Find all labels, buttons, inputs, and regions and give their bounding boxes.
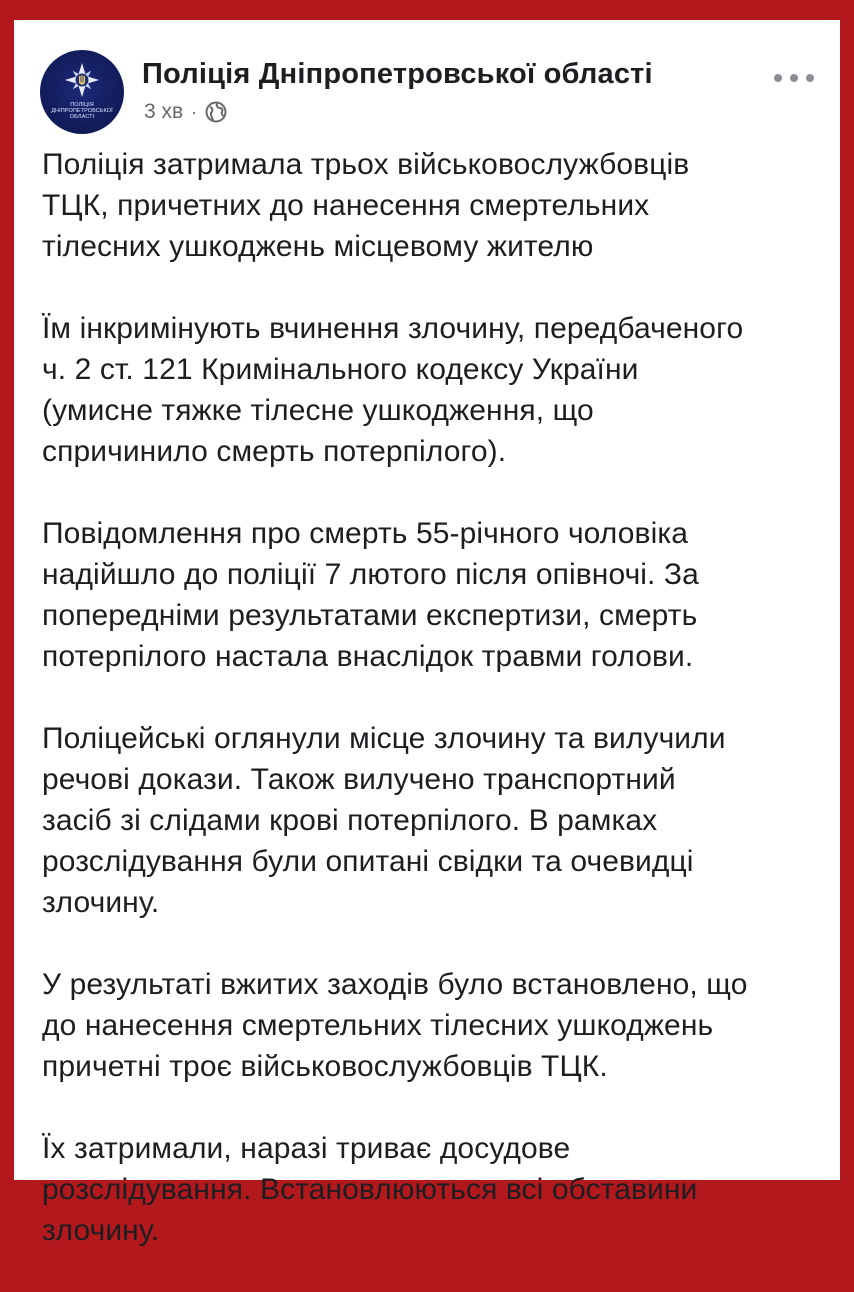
post-timestamp[interactable]: 3 хв [144, 100, 184, 123]
more-dot [774, 74, 782, 82]
post-text-line: ч. 2 ст. 121 Кримінального кодексу України [42, 353, 639, 386]
post-paragraph [42, 513, 820, 677]
post-text-line: тілесних ушкоджень місцевому жителю [42, 230, 594, 263]
post-header [40, 50, 820, 130]
avatar-caption: ПОЛІЦІЯ ДНІПРОПЕТРОВСЬКОЇ ОБЛАСТІ [51, 102, 113, 120]
page-name[interactable]: Поліція Дніпропетровської області [142, 58, 653, 90]
more-dot [806, 74, 814, 82]
post-card [14, 20, 840, 1247]
post-text-line: розслідування були опитані свідки та очевидці [42, 845, 694, 878]
post-text-line: засіб зі слідами крові потерпілого. В рамках [42, 804, 658, 837]
globe-icon[interactable] [205, 101, 227, 123]
post-paragraph [42, 718, 820, 923]
post-text-line: злочину. [42, 1214, 160, 1247]
police-emblem-icon [40, 50, 124, 134]
post-text-line: У результаті вжитих заходів було встановлено, що [42, 968, 748, 1001]
post-body [42, 144, 820, 1292]
post-paragraph [42, 964, 820, 1087]
post-text-line: попередніми результатами експертизи, смерть [42, 599, 698, 632]
post-text-line: Їх затримали, наразі триває досудове [42, 1132, 571, 1165]
post-text-line: (умисне тяжке тілесне ушкодження, що [42, 394, 594, 427]
post-text-line: злочину. [42, 886, 160, 919]
post-text-line: Поліція затримала трьох військовослужбовців [42, 148, 690, 181]
post-text-line: Поліцейські оглянули місце злочину та вилучили [42, 722, 726, 755]
post-text-line: Їм інкримінують вчинення злочину, передбаченого [42, 312, 744, 345]
post-text-line: речові докази. Також вилучено транспортний [42, 763, 676, 796]
post-text-line: Повідомлення про смерть 55-річного чоловіка [42, 517, 689, 550]
post-text-line: причетні троє військовослужбовців ТЦК. [42, 1050, 608, 1083]
post-text-line: до нанесення смертельних тілесних ушкоджень [42, 1009, 714, 1042]
post-paragraph [42, 308, 820, 472]
post-text-line: розслідування. Встановлюються всі обставини [42, 1173, 698, 1206]
page-avatar[interactable] [40, 50, 124, 134]
post-meta [144, 100, 227, 124]
post-text-line: ТЦК, причетних до нанесення смертельних [42, 189, 650, 222]
post-text-line: надійшло до поліції 7 лютого після опівночі. За [42, 558, 699, 591]
meta-separator: · [191, 101, 198, 122]
post-text-line: потерпілого настала внаслідок травми голови. [42, 640, 694, 673]
more-dot [790, 74, 798, 82]
post-text-line: спричинило смерть потерпілого). [42, 435, 507, 468]
post-paragraph [42, 1128, 820, 1251]
more-options-icon[interactable] [774, 68, 814, 88]
post-paragraph [42, 144, 820, 267]
